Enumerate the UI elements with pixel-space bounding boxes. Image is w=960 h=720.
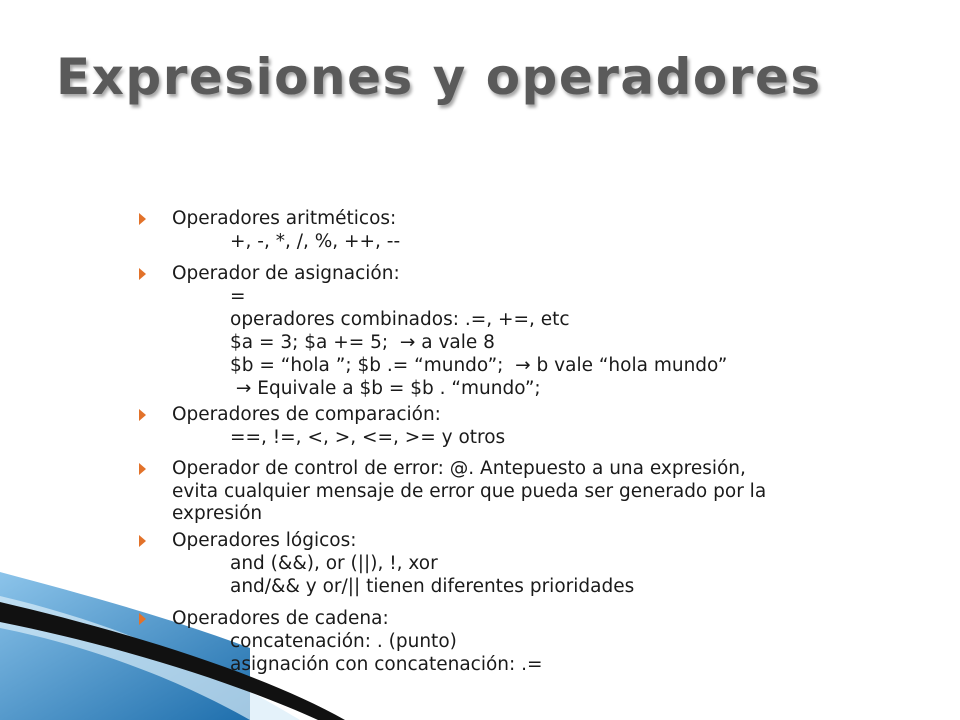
- slide-title: Expresiones y operadores: [56, 48, 822, 106]
- triangle-right-icon: [138, 534, 147, 548]
- bullet-detail: +, -, *, /, %, ++, --: [230, 231, 401, 252]
- bullet-detail: operadores combinados: .=, +=, etc: [230, 309, 570, 330]
- bullet-heading: Operadores aritméticos:: [172, 208, 397, 229]
- bullet-detail: concatenación: . (punto): [230, 631, 457, 652]
- triangle-right-icon: [138, 612, 147, 626]
- bullet-heading: Operadores de comparación:: [172, 404, 441, 425]
- triangle-right-icon: [138, 462, 147, 476]
- bullet-detail: asignación con concatenación: .=: [230, 654, 543, 675]
- bullet-heading: Operador de asignación:: [172, 263, 400, 284]
- bullet-detail: evita cualquier mensaje de error que pueda ser generado por la: [172, 481, 767, 502]
- bullet-detail: → Equivale a $b = $b . “mundo”;: [230, 378, 541, 399]
- bullet-detail: =: [230, 286, 246, 307]
- triangle-right-icon: [138, 267, 147, 281]
- bullet-detail: and/&& y or/|| tienen diferentes prioridades: [230, 576, 635, 597]
- bullet-heading: Operador de control de error: @. Antepuesto a una expresión,: [172, 458, 746, 479]
- bullet-detail: $a = 3; $a += 5; → a vale 8: [230, 332, 495, 353]
- bullet-heading: Operadores de cadena:: [172, 608, 389, 629]
- bullet-detail: and (&&), or (||), !, xor: [230, 553, 438, 574]
- bullet-heading: Operadores lógicos:: [172, 530, 357, 551]
- triangle-right-icon: [138, 212, 147, 226]
- bullet-detail: ==, !=, <, >, <=, >= y otros: [230, 427, 506, 448]
- bullet-detail: expresión: [172, 503, 263, 524]
- triangle-right-icon: [138, 408, 147, 422]
- bullet-detail: $b = “hola ”; $b .= “mundo”; → b vale “hola mundo”: [230, 355, 728, 376]
